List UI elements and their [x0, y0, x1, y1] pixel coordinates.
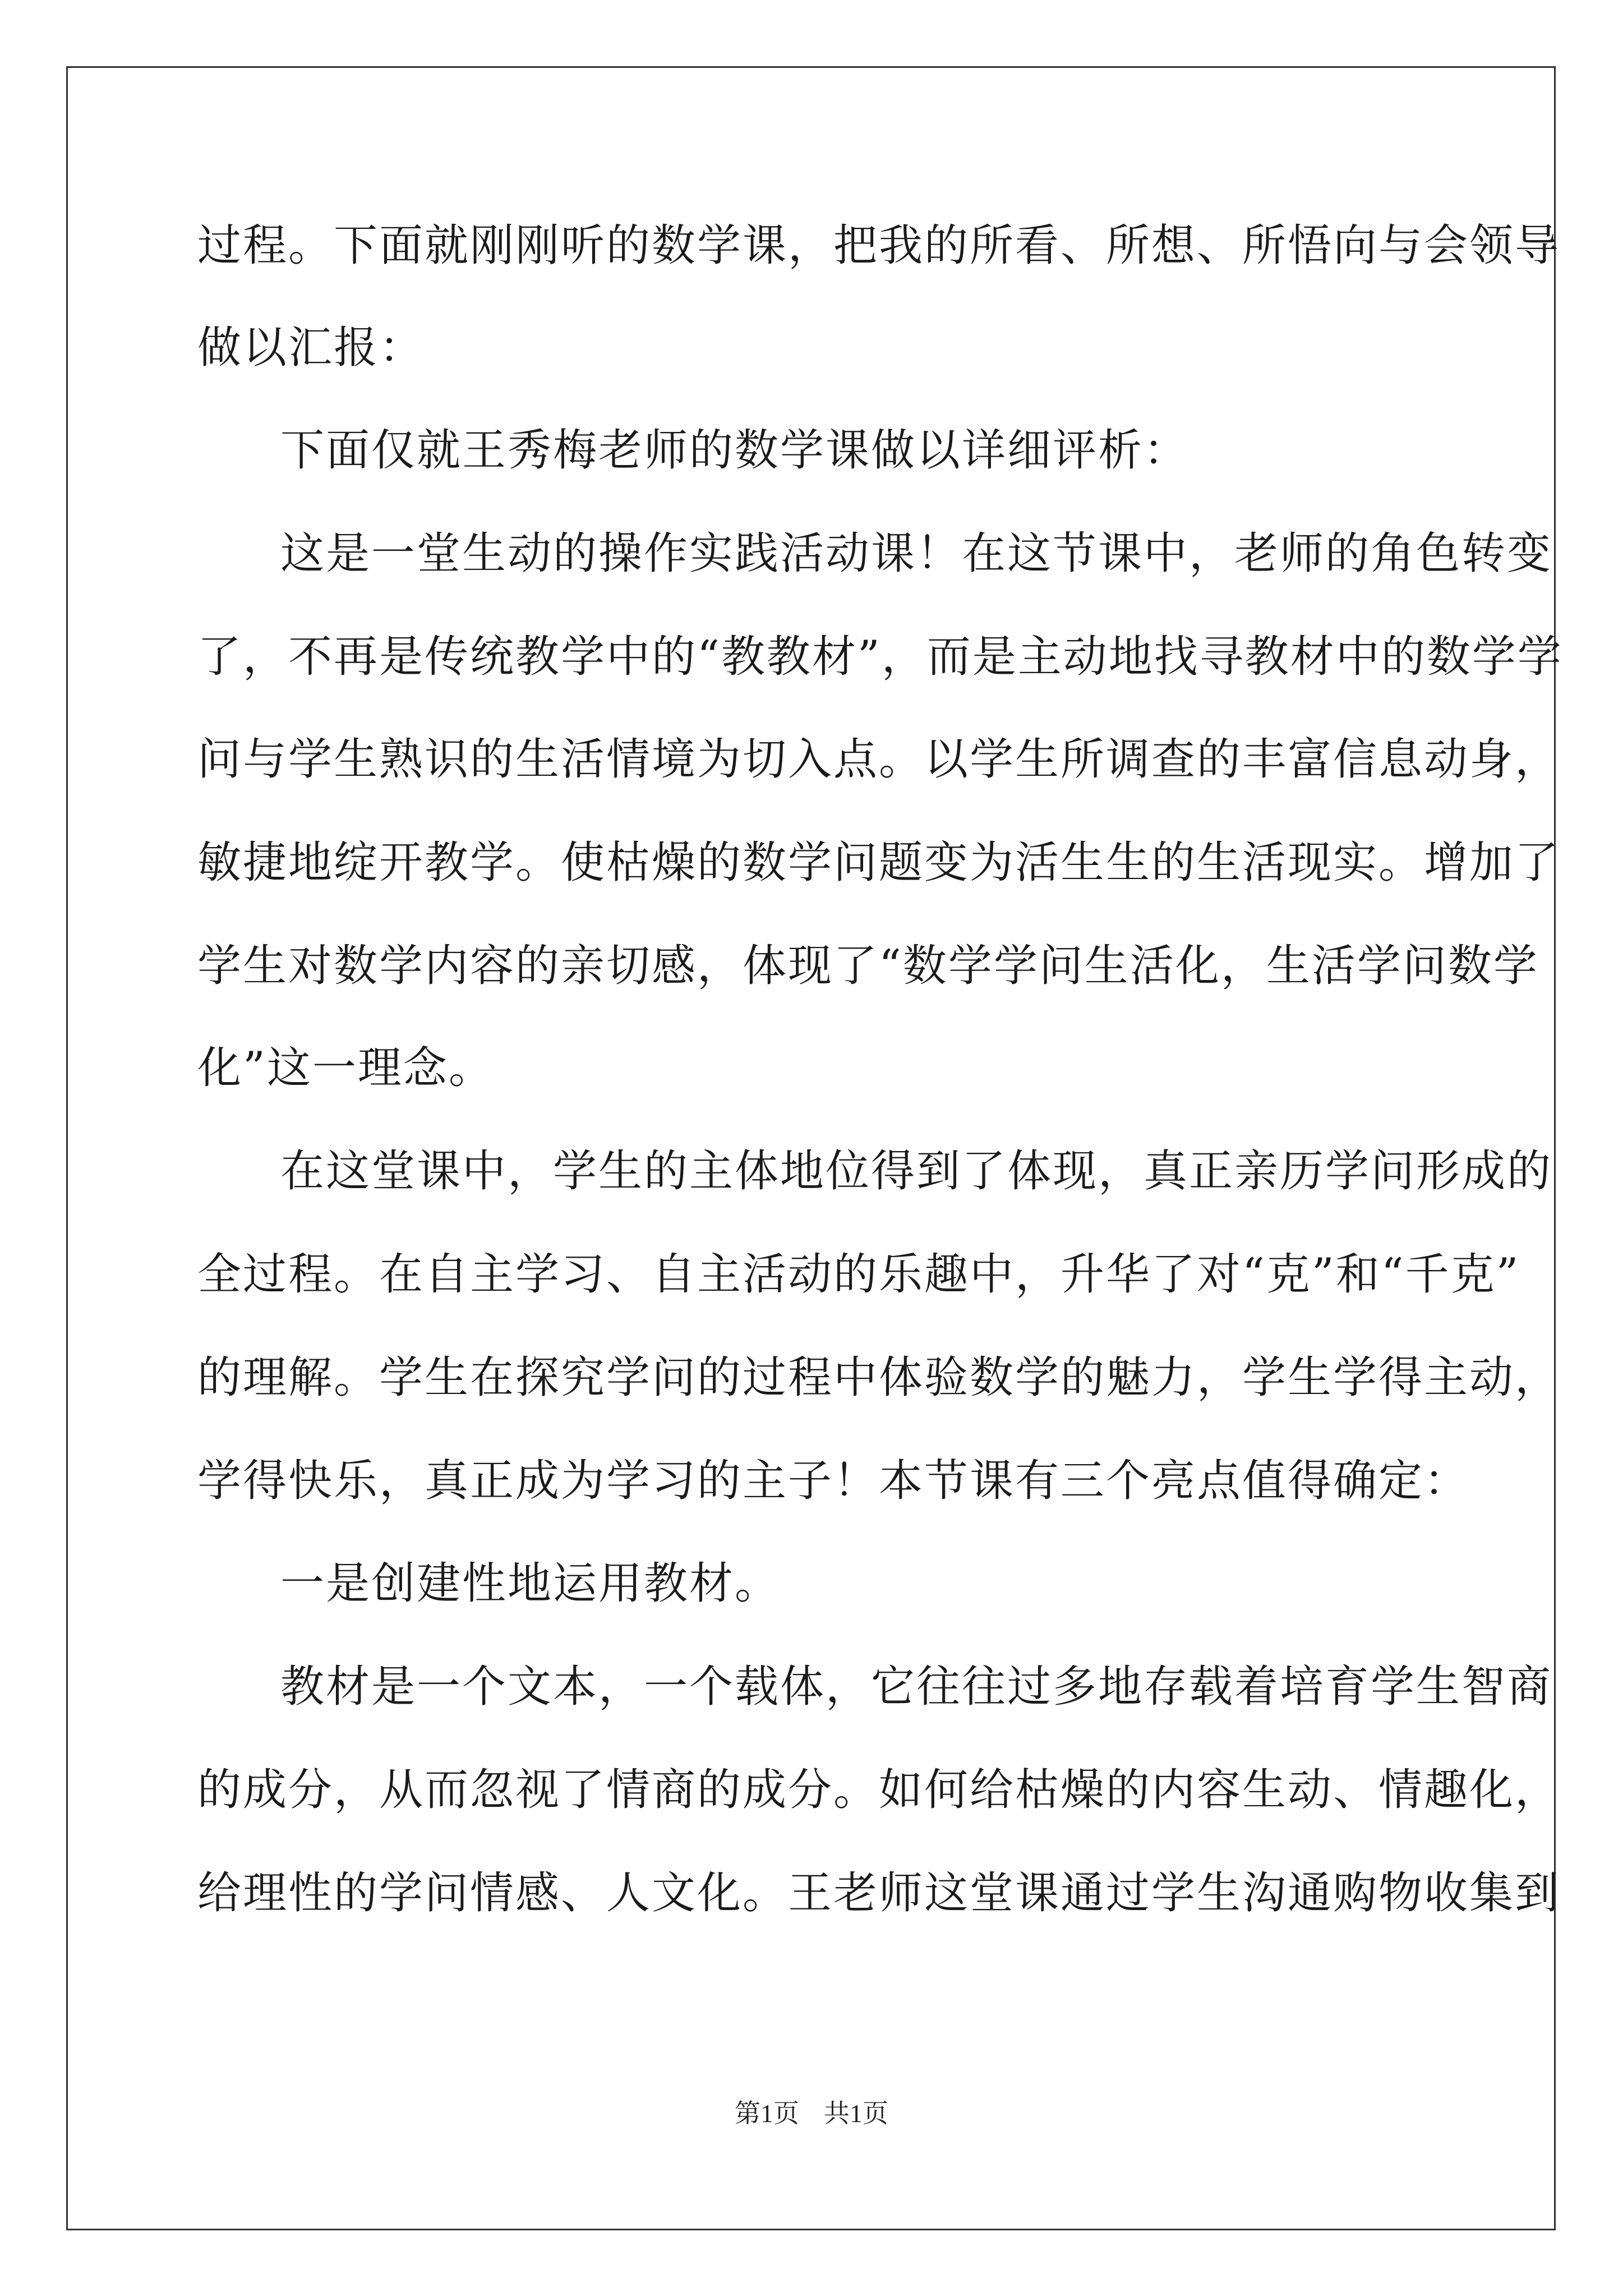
page-total: 共1页: [824, 2099, 888, 2128]
text-line: 做以汇报：: [197, 323, 425, 373]
page-number: 第1页: [735, 2099, 799, 2128]
text-line: 教材是一个文本，一个载体，它往往过多地存载着培育学生智商: [280, 1662, 1553, 1712]
text-line: 问与学生熟识的生活情境为切入点。以学生所调查的丰富信息动身，: [197, 734, 1561, 785]
text-line: 一是创建性地运用教材。: [280, 1558, 781, 1609]
text-line: 全过程。在自主学习、自主活动的乐趣中，升华了对“克”和“千克”: [197, 1249, 1520, 1300]
page-footer: [0, 2097, 1623, 2131]
text-line: 过程。下面就刚刚听的数学课，把我的所看、所想、所悟向与会领导: [197, 220, 1561, 271]
text-line: 给理性的学问情感、人文化。王老师这堂课通过学生沟通购物收集到: [197, 1868, 1561, 1918]
text-line: 学得快乐，真正成为学习的主子！本节课有三个亮点值得确定：: [197, 1456, 1470, 1506]
text-line: 下面仅就王秀梅老师的数学课做以详细评析：: [280, 425, 1189, 476]
text-line: 学生对数学内容的亲切感，体现了“数学学问生活化，生活学问数学: [197, 941, 1539, 991]
text-line: 了，不再是传统教学中的“教教材”，而是主动地找寻教材中的数学学: [197, 632, 1563, 682]
text-line: 在这堂课中，学生的主体地位得到了体现，真正亲历学问形成的: [280, 1146, 1553, 1197]
text-line: 的成分，从而忽视了情商的成分。如何给枯燥的内容生动、情趣化，: [197, 1765, 1561, 1815]
text-line: 这是一堂生动的操作实践活动课！在这节课中，老师的角色转变: [280, 528, 1553, 579]
text-line: 的理解。学生在探究学问的过程中体验数学的魅力，学生学得主动，: [197, 1352, 1561, 1403]
text-line: 化”这一理念。: [197, 1043, 494, 1093]
text-line: 敏捷地绽开教学。使枯燥的数学问题变为活生生的生活现实。增加了: [197, 838, 1561, 888]
